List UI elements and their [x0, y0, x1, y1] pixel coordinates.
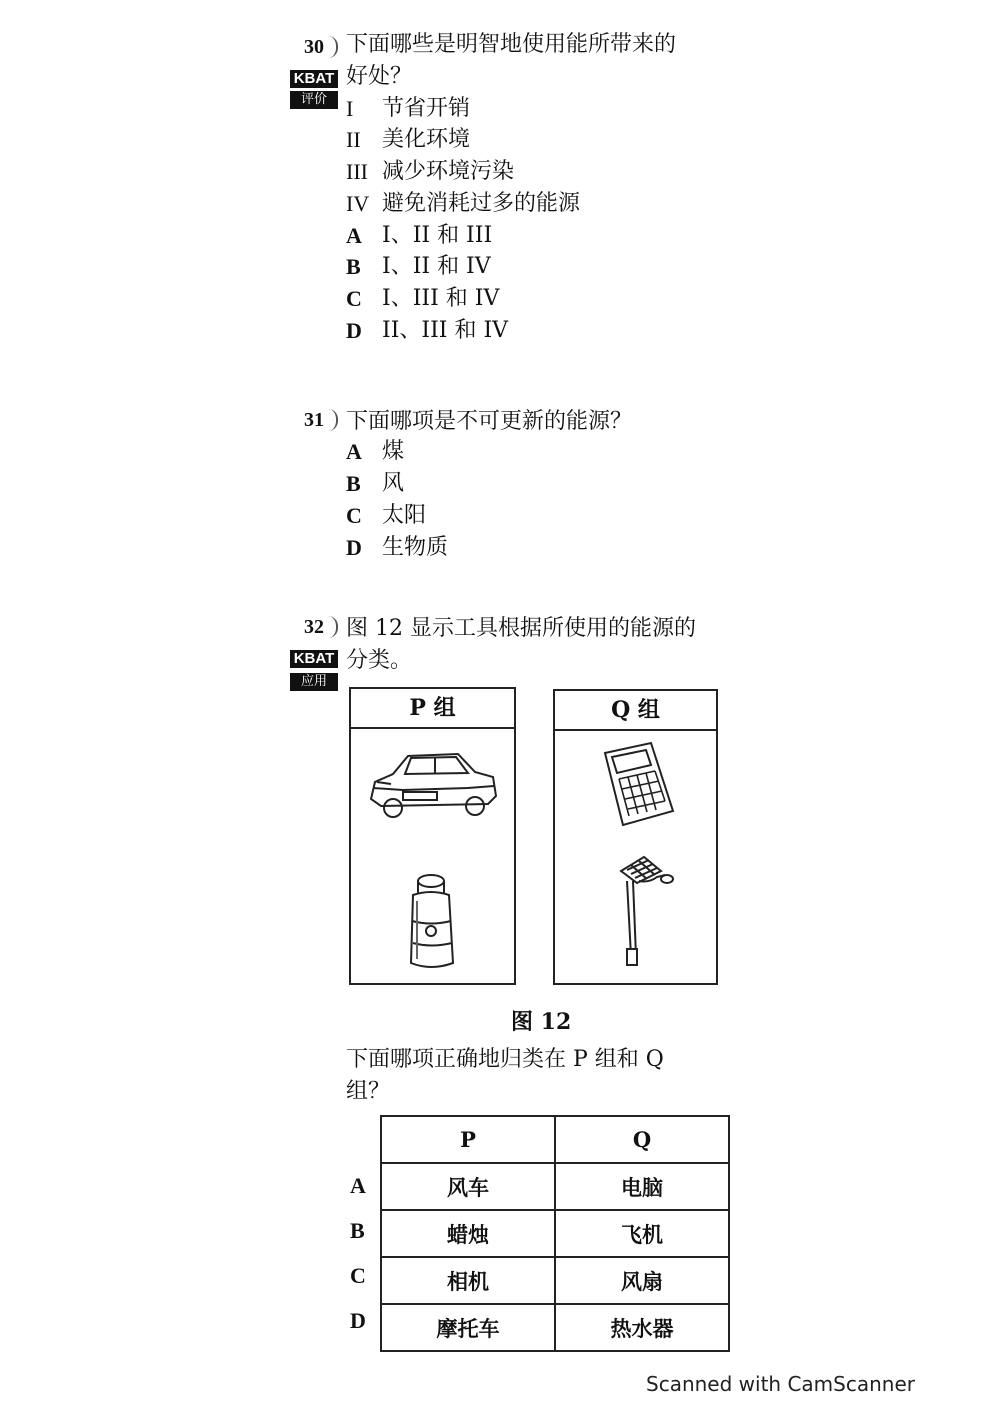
q32-option-b-letter[interactable]: B	[350, 1218, 365, 1243]
answer-table	[380, 1115, 730, 1352]
figure-caption: 图 12	[511, 1009, 572, 1035]
table-row[interactable]	[381, 1210, 729, 1257]
q30-option-d-text[interactable]: II、III 和 IV	[382, 318, 509, 343]
q30-stem-line1: 下面哪些是明智地使用能所带来的	[346, 32, 677, 57]
table-header-row	[381, 1116, 729, 1163]
q32-option-a-letter[interactable]: A	[350, 1173, 366, 1198]
q31-option-b-letter[interactable]: B	[346, 471, 361, 496]
car-icon	[363, 744, 503, 834]
table-cell-c-p: 相机	[381, 1257, 555, 1304]
q30-option-b-text[interactable]: I、II 和 IV	[382, 254, 491, 279]
q31-option-a-letter[interactable]: A	[346, 439, 362, 464]
table-row[interactable]	[381, 1163, 729, 1210]
q30-option-c-letter[interactable]: C	[346, 286, 362, 311]
table-cell-d-q: 热水器	[555, 1304, 729, 1351]
q30-option-a-letter[interactable]: A	[346, 223, 362, 248]
table-cell-c-q: 风扇	[555, 1257, 729, 1304]
q31-option-d-letter[interactable]: D	[346, 535, 362, 560]
q31-option-c-text[interactable]: 太阳	[382, 503, 427, 528]
q32-question-line2: 组？	[346, 1079, 391, 1104]
table-cell-a-p: 风车	[381, 1163, 555, 1210]
q31-option-b-text[interactable]: 风	[382, 471, 405, 496]
panel-p-title: P 组	[351, 689, 514, 729]
q30-statement-4-roman: IV	[346, 191, 370, 216]
gas-cylinder-icon	[403, 871, 463, 981]
q30-statement-1-text: 节省开销	[382, 96, 471, 121]
q32-stem-line1: 图 12 显示工具根据所使用的能源的	[346, 616, 696, 641]
q32-option-d-letter[interactable]: D	[350, 1308, 366, 1333]
panel-p-group	[349, 687, 516, 985]
q30-option-a-text[interactable]: I、II 和 III	[382, 223, 493, 248]
table-row[interactable]	[381, 1257, 729, 1304]
q30-option-b-letter[interactable]: B	[346, 254, 361, 279]
table-cell-d-p: 摩托车	[381, 1304, 555, 1351]
q32-stem-line2: 分类。	[346, 648, 413, 673]
q30-option-d-letter[interactable]: D	[346, 318, 362, 343]
table-cell-b-p: 蜡烛	[381, 1210, 555, 1257]
q30-statement-3-text: 减少环境污染	[382, 159, 515, 184]
panel-q-group	[553, 689, 718, 985]
q32-question-line1: 下面哪项正确地归类在 P 组和 Q	[346, 1047, 664, 1072]
q30-statement-4-text: 避免消耗过多的能源	[382, 191, 581, 216]
q31-option-c-letter[interactable]: C	[346, 503, 362, 528]
q30-option-c-text[interactable]: I、III 和 IV	[382, 286, 500, 311]
q30-statement-2-text: 美化环境	[382, 127, 471, 152]
q30-statement-2-roman: II	[346, 127, 361, 152]
table-header-p: P	[381, 1116, 555, 1163]
q30-stem-line2: 好处？	[346, 64, 413, 89]
table-cell-b-q: 飞机	[555, 1210, 729, 1257]
q31-option-d-text[interactable]: 生物质	[382, 535, 449, 560]
q32-kbat-badge: KBAT	[290, 650, 338, 668]
q30-kbat-badge: KBAT	[290, 70, 338, 88]
table-cell-a-q: 电脑	[555, 1163, 729, 1210]
q31-stem: 下面哪项是不可更新的能源？	[346, 409, 633, 434]
q30-skill-tag: 评价	[290, 91, 338, 109]
q31-option-a-text[interactable]: 煤	[382, 439, 405, 464]
q30-statement-3-roman: III	[346, 159, 368, 184]
q30-statement-1-roman: I	[346, 96, 354, 121]
table-header-q: Q	[555, 1116, 729, 1163]
question-number-32: 32	[296, 613, 332, 641]
solar-street-lamp-icon	[609, 851, 679, 981]
panel-q-title: Q 组	[555, 691, 716, 731]
question-number-30: 30	[296, 33, 332, 61]
scanner-watermark: Scanned with CamScanner	[646, 1372, 915, 1396]
q32-option-c-letter[interactable]: C	[350, 1263, 366, 1288]
question-number-31: 31	[296, 406, 332, 434]
table-row[interactable]	[381, 1304, 729, 1351]
calculator-icon	[599, 741, 679, 831]
q32-skill-tag: 应用	[290, 673, 338, 691]
